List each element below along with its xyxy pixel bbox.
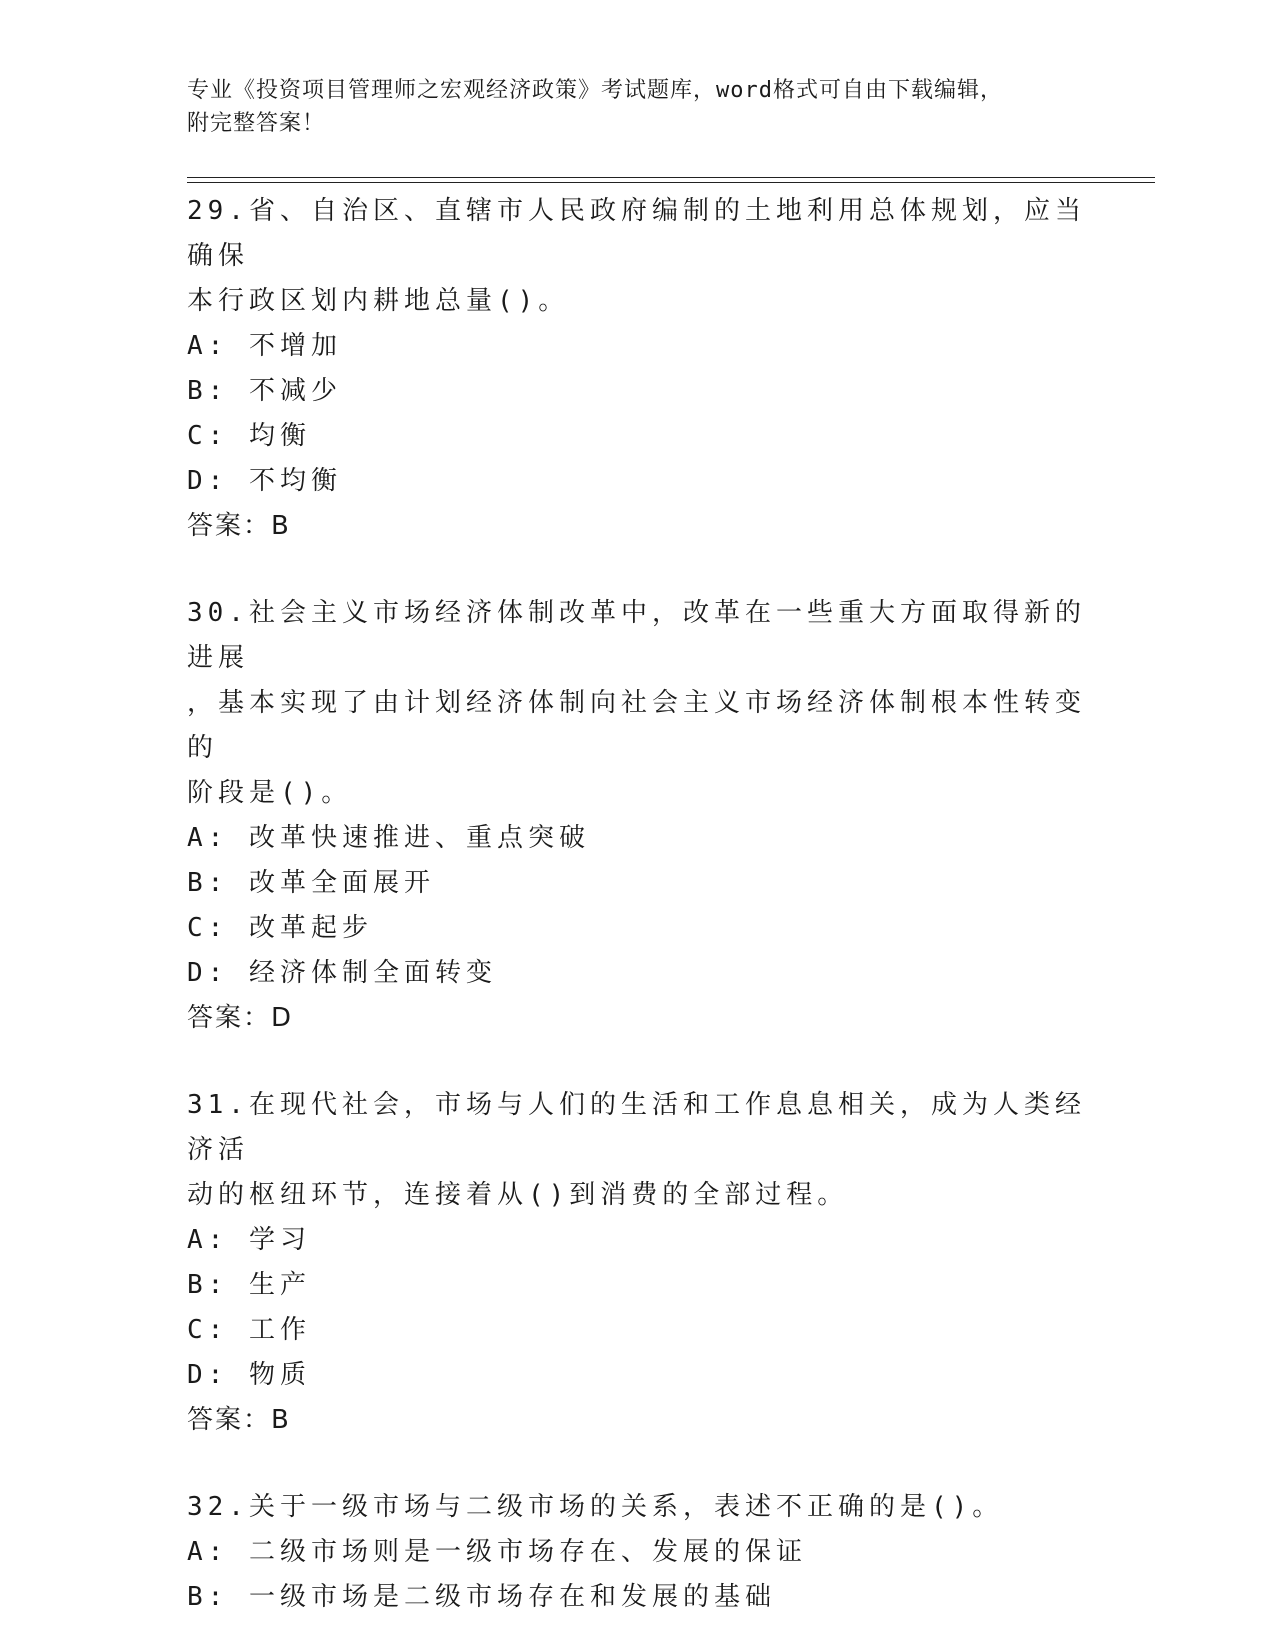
option-d: D: 不均衡 xyxy=(187,466,342,496)
option-a: A: 不增加 xyxy=(187,331,342,361)
option-d: D: 物质 xyxy=(187,1360,311,1390)
stem-line: 阶段是()。 xyxy=(187,778,353,808)
option-a: A: 学习 xyxy=(187,1225,311,1255)
option-a: A: 二级市场则是一级市场存在、发展的保证 xyxy=(187,1537,807,1567)
stem-line: 本行政区划内耕地总量()。 xyxy=(187,286,570,316)
question-spacer xyxy=(187,549,1087,591)
question-list xyxy=(187,189,1087,1620)
stem-line: ，基本实现了由计划经济体制向社会主义市场经济体制根本性转变的 xyxy=(187,688,1087,763)
option-b: B: 一级市场是二级市场存在和发展的基础 xyxy=(187,1582,776,1612)
question-31 xyxy=(187,1083,1087,1443)
question-spacer xyxy=(187,1443,1087,1485)
option-c: C: 工作 xyxy=(187,1315,311,1345)
question-30 xyxy=(187,591,1087,1041)
option-d: D: 经济体制全面转变 xyxy=(187,958,497,988)
stem-line: 31.在现代社会，市场与人们的生活和工作息息相关，成为人类经济活 xyxy=(187,1090,1086,1165)
document-header xyxy=(187,74,1087,140)
option-c: C: 均衡 xyxy=(187,421,311,451)
stem-line: 29.省、自治区、直辖市人民政府编制的土地利用总体规划，应当确保 xyxy=(187,196,1086,271)
header-divider-bottom xyxy=(187,182,1155,183)
header-line-2: 附完整答案！ xyxy=(187,111,326,136)
answer-line: 答案：B xyxy=(187,1405,291,1435)
question-stem xyxy=(187,591,1087,816)
question-stem xyxy=(187,189,1087,324)
question-29 xyxy=(187,189,1087,549)
header-line-1: 专业《投资项目管理师之宏观经济政策》考试题库，word格式可自由下载编辑， xyxy=(187,78,1003,103)
answer-line: 答案：D xyxy=(187,1003,294,1033)
option-b: B: 改革全面展开 xyxy=(187,868,435,898)
question-stem xyxy=(187,1083,1087,1218)
stem-line: 32.关于一级市场与二级市场的关系，表述不正确的是()。 xyxy=(187,1492,1004,1522)
header-divider-top xyxy=(187,177,1155,178)
option-b: B: 不减少 xyxy=(187,376,342,406)
option-b: B: 生产 xyxy=(187,1270,311,1300)
stem-line: 30.社会主义市场经济体制改革中，改革在一些重大方面取得新的进展 xyxy=(187,598,1086,673)
answer-line: 答案：B xyxy=(187,511,291,541)
option-c: C: 改革起步 xyxy=(187,913,373,943)
question-stem xyxy=(187,1485,1087,1530)
question-spacer xyxy=(187,1041,1087,1083)
question-32 xyxy=(187,1485,1087,1620)
stem-line: 动的枢纽环节，连接着从()到消费的全部过程。 xyxy=(187,1180,849,1210)
option-a: A: 改革快速推进、重点突破 xyxy=(187,823,590,853)
